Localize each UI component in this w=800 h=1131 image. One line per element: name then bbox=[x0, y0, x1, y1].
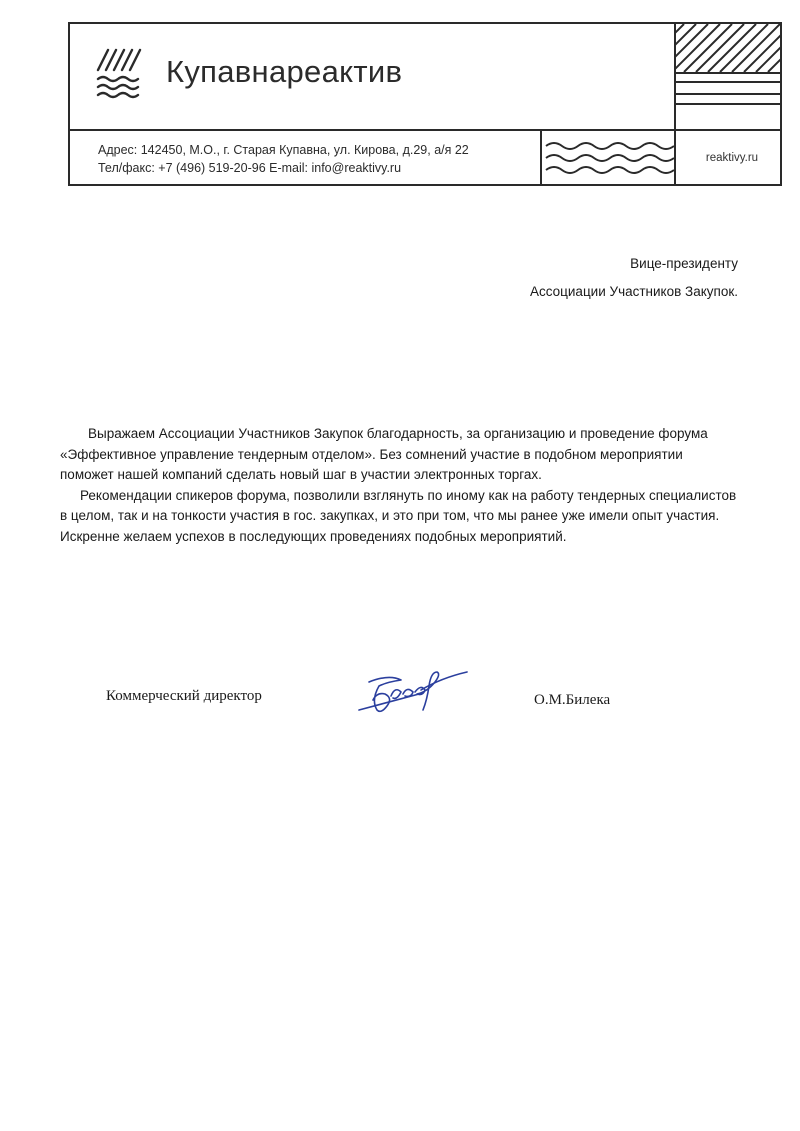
footer-divider-right bbox=[674, 129, 676, 184]
company-name: Купавнареактив bbox=[166, 54, 403, 89]
signatory-position: Коммерческий директор bbox=[106, 688, 262, 704]
letter-body bbox=[60, 424, 740, 547]
company-logo-icon bbox=[96, 48, 144, 100]
contacts-line: Тел/факс: +7 (496) 519-20-96 E-mail: info@reaktivy.ru bbox=[98, 161, 402, 175]
letterhead bbox=[68, 22, 782, 186]
signatory-name: О.М.Билека bbox=[534, 692, 611, 708]
body-paragraph-1: Выражаем Ассоциации Участников Закупок благодарность, за организацию и проведение форума «Эффективное управление тендерным отделом». Без сомнений участие в подобном мероприятии поможет нашей компаний сделать новый шаг в участии электронных торгах. bbox=[60, 426, 708, 482]
website-link[interactable]: reaktivy.ru bbox=[705, 152, 759, 164]
body-paragraph-2: Рекомендации спикеров форума, позволили взглянуть по иному как на работу тендерных специалистов в целом, так и на тонкости участия в гос. закупках, и это при том, что мы ранее уже имели опыт участия. bbox=[60, 487, 737, 523]
addressee-title: Вице-президенту bbox=[630, 256, 738, 271]
addressee-organization: Ассоциации Участников Закупок. bbox=[530, 284, 738, 299]
body-paragraph-3: Искренне желаем успехов в последующих проведениях подобных мероприятий. bbox=[60, 528, 567, 544]
waves-icon bbox=[542, 130, 676, 186]
stripe-pattern-icon bbox=[676, 24, 780, 129]
address-block bbox=[98, 141, 469, 177]
handwritten-signature bbox=[355, 660, 475, 720]
address-line: Адрес: 142450, М.О., г. Старая Купавна, ул. Кирова, д.29, а/я 22 bbox=[98, 143, 469, 157]
